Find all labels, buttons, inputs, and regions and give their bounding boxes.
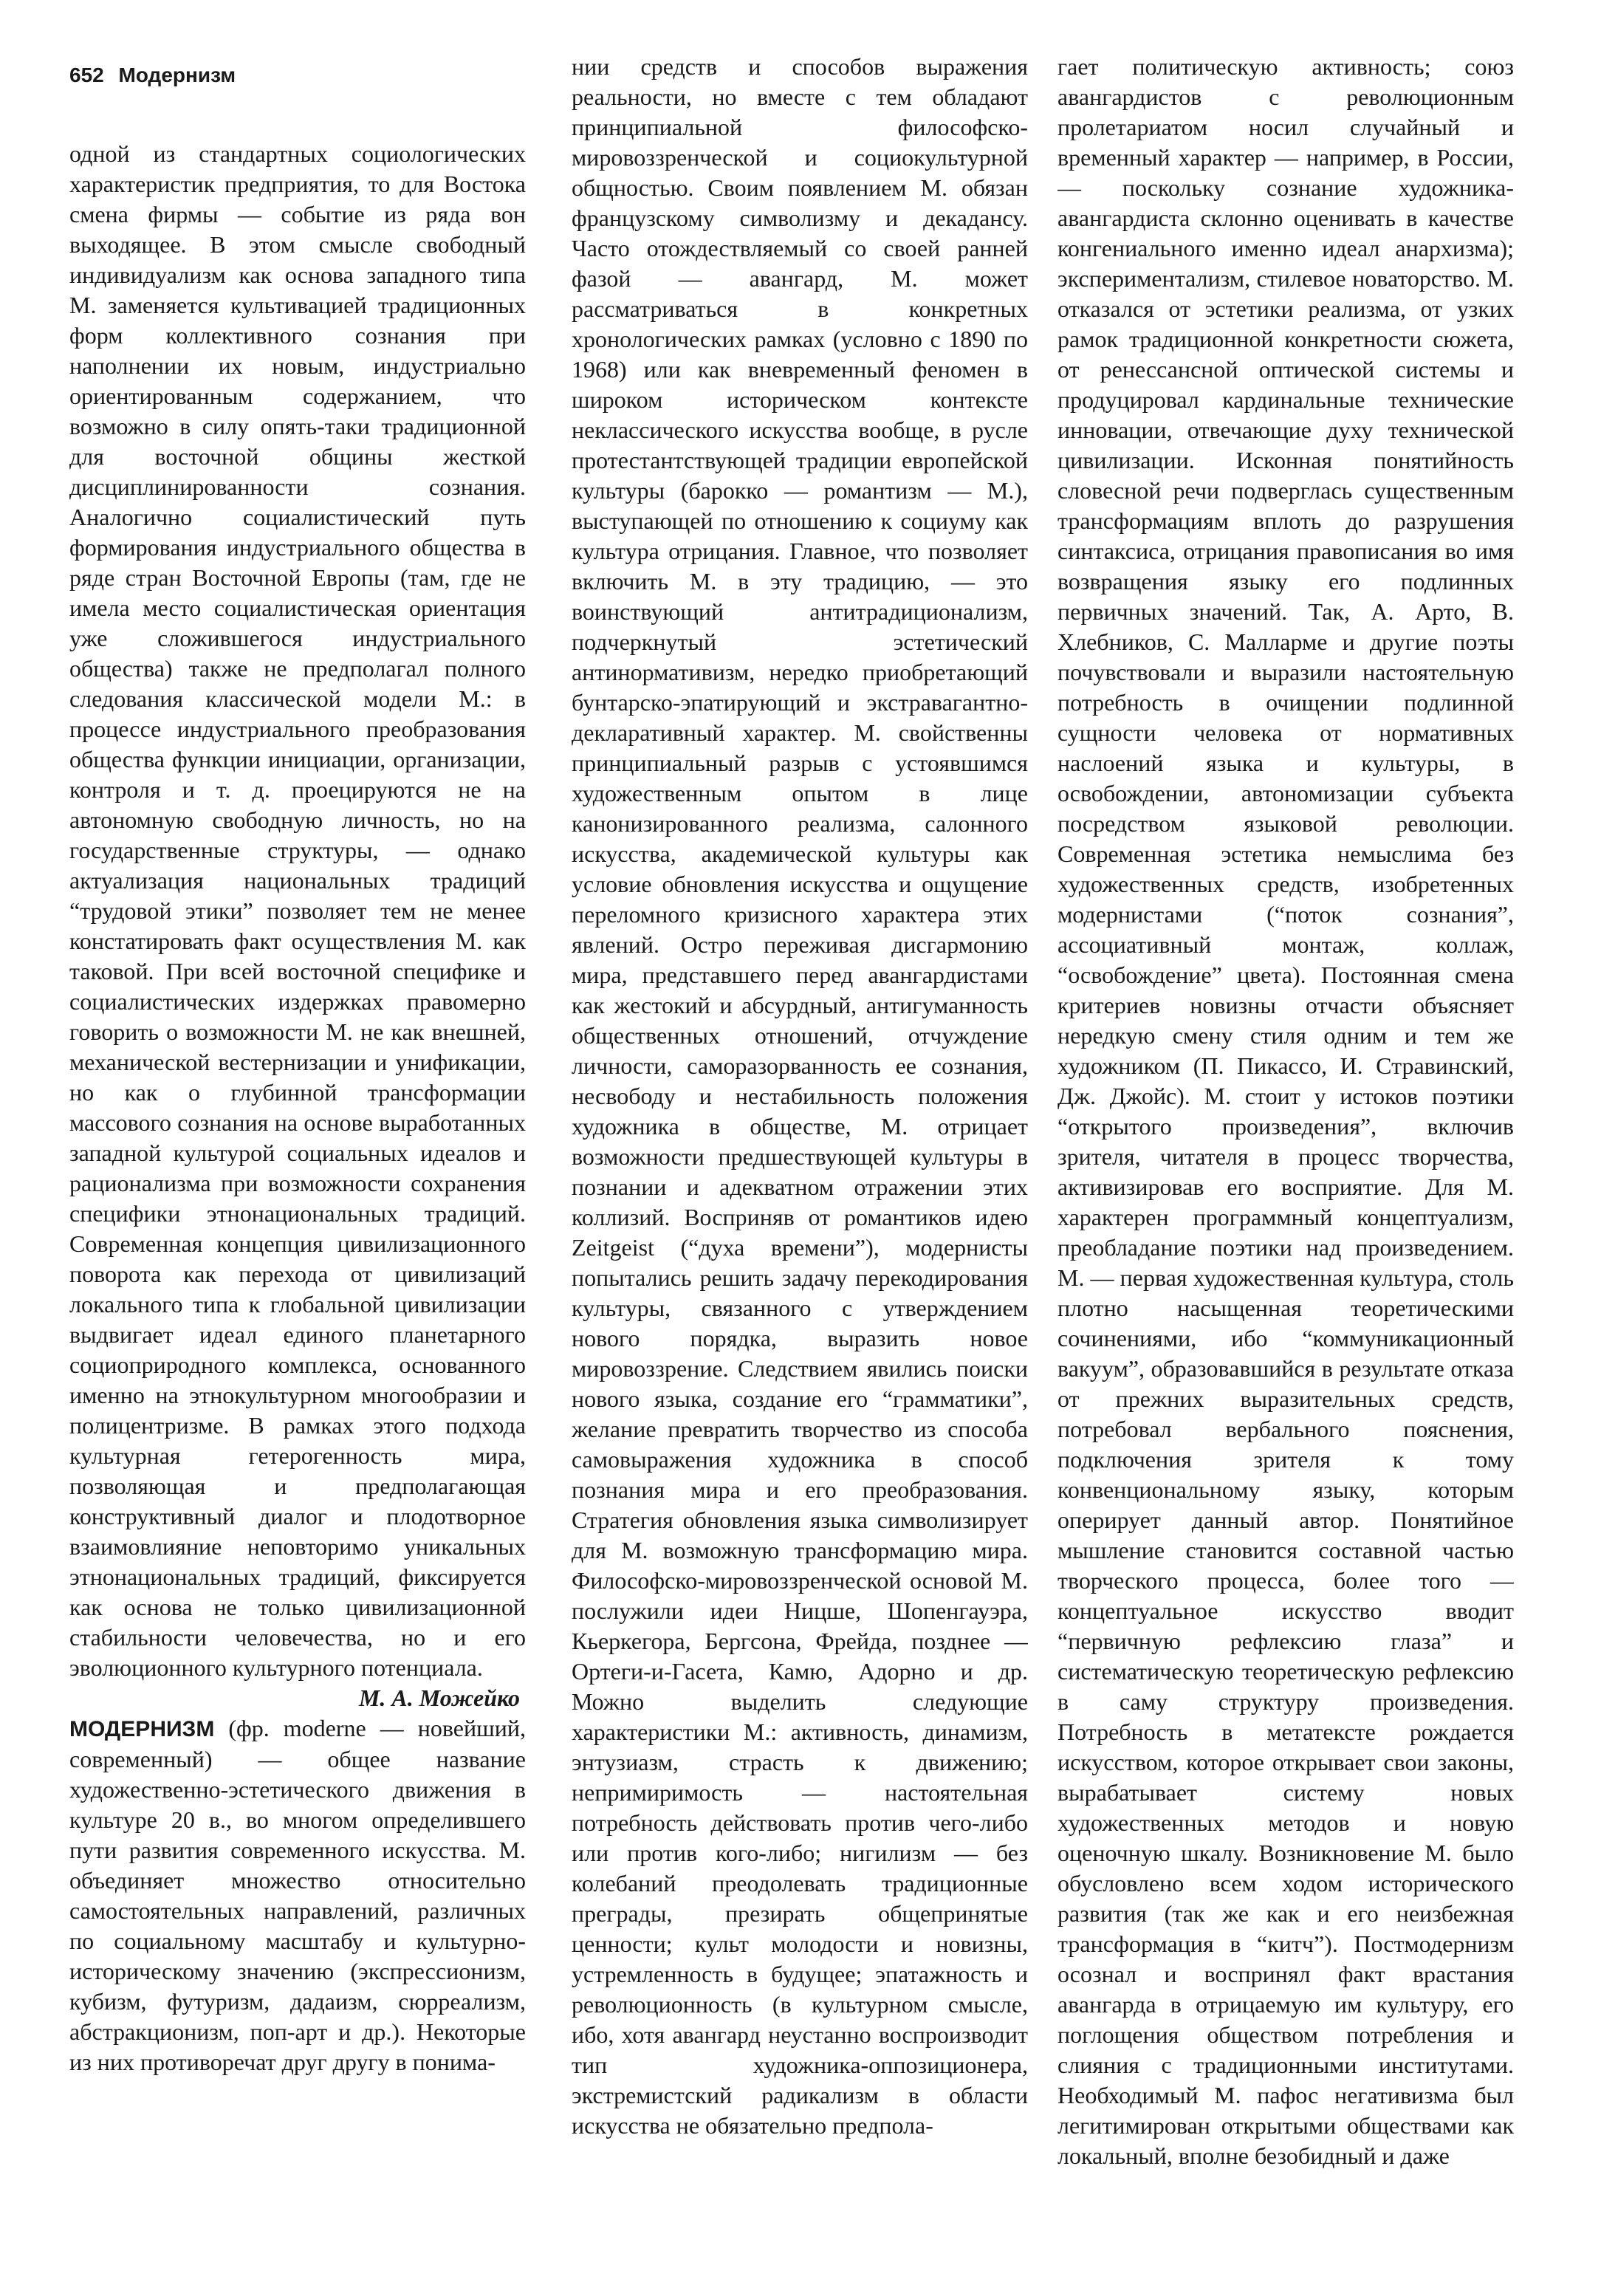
column-3-paragraph: гает политическую активность; союз авангардистов с революционным пролетариатом носил случайный и временный характер — например, в России, — поскольку сознание художника-авангардиста склонно оценивать в качестве конгениального именно идеал анархизма); экспериментализм, стилевое новаторство. М. отказался от эстетики реализма, от узких рамок традиционной конкретности сюжета, от ренессансной оптической системы и продуцировал кардинальные технические инновации, отвечающие духу технической цивилизации. Исконная понятийность словесной речи подверглась существенным трансформациям вплоть до разрушения синтаксиса, отрицания правописания во имя возвращения языку его подлинных первичных значений. Так, А. Арто, В. Хлебников, С. Малларме и другие поэты почувствовали и выразили настоятельную потребность в очищении подлинной сущности человека от нормативных наслоений языка и культуры, в освобождении, автономизации субъекта посредством языковой революции. Современная эстетика немыслима без художественных средств, изобретенных модернистами (“поток сознания”, ассоциативный монтаж, коллаж, “освобождение” цвета). Постоянная смена критериев новизны отчасти объясняет нередкую смену стиля одним и тем же художником (П. Пикассо, И. Стравинский, Дж. Джойс). М. стоит у истоков поэтики “открытого произведения”, включив зрителя, читателя в процесс творчества, активизировав его восприятие. Для М. характерен программный концептуализм, преобладание поэтики над произведением. М. — первая художественная культура, столь плотно насыщенная теоретическими сочинениями, ибо “коммуникационный вакуум”, образовавшийся в результате отказа от прежних выразительных средств, потребовал вербального пояснения, подключения зрителя к тому конвенциональному языку, которым оперирует данный автор. Понятийное мышление становится составной частью творческого процесса, более того — концептуальное искусство вводит “первичную рефлексию глаза” и систематическую теоретическую рефлексию в саму структуру произведения. Потребность в метатексте рождается искусством, которое открывает свои законы, вырабатывает систему новых художественных методов и новую оценочную шкалу. Возникновение М. было обусловлено всем ходом исторического развития (так же как и его неизбежная трансформация в “китч”). Постмодернизм осознал и воспринял факт врастания авангарда в отрицаемую им культуру, его поглощения обществом потребления и слияния с традиционными институтами. Необходимый М. пафос негативизма был легитимирован открытыми обществами как локальный, вполне безобидный и даже xyxy=(1057,53,1514,2169)
text-column-3 xyxy=(1057,52,1514,2260)
column-2-paragraph: нии средств и способов выражения реальности, но вместе с тем обладают принципиальной философско-мировоззренческой и социокультурной общностью. Своим появлением М. обязан французскому символизму и декадансу. Часто отождествляемый со своей ранней фазой — авангард, М. может рассматриваться в конкретных хронологических рамках (условно с 1890 по 1968) или как вневременный феномен в широком историческом контексте неклассического искусства вообще, в русле протестантствующей традиции европейской культуры (барокко — романтизм — М.), выступающей по отношению к социуму как культура отрицания. Главное, что позволяет включить М. в эту традицию, — это воинствующий антитрадиционализм, подчеркнутый эстетический антинормативизм, нередко приобретающий бунтарско-эпатирующий и экстравагантно-декларативный характер. М. свойственны принципиальный разрыв с устоявшимся художественным опытом в лице канонизированного реализма, салонного искусства, академической культуры как условие обновления искусства и ощущение переломного кризисного характера этих явлений. Остро переживая дисгармонию мира, представшего перед авангардистами как жестокий и абсурдный, антигуманность общественных отношений, отчуждение личности, саморазорванность ее сознания, несвободу и нестабильность положения художника в обществе, М. отрицает возможности предшествующей культуры в познании и адекватном отражении этих коллизий. Восприняв от романтиков идею Zeitgeist (“духа времени”), модернисты попытались решить задачу перекодирования культуры, связанного с утверждением нового порядка, выразить новое мировоззрение. Следствием явились поиски нового языка, создание его “грамматики”, желание превратить творчество из способа самовыражения художника в способ познания мира и его преобразования. Стратегия обновления языка символизирует для М. возможную трансформацию мира. Философско-мировоззренческой основой М. послужили идеи Ницше, Шопенгауэра, Кьеркегора, Бергсона, Фрейда, позднее — Ортеги-и-Гасета, Камю, Адорно и др. Можно выделить следующие характеристики М.: активность, динамизм, энтузиазм, страсть к движению; непримиримость — настоятельная потребность действовать против чего-либо или против кого-либо; нигилизм — без колебаний преодолевать традиционные преграды, презирать общепринятые ценности; культ молодости и новизны, устремленность в будущее; эпатажность и революционность (в культурном смысле, ибо, хотя авангард неустанно воспроизводит тип художника-оппозиционера, экстремистский радикализм в области искусства не обязательно предпола- xyxy=(572,53,1028,2139)
running-header xyxy=(69,53,512,97)
entry-term: МОДЕРНИЗМ xyxy=(69,1717,215,1741)
page-number: 652 xyxy=(69,64,104,86)
author-signature: М. А. Можейко xyxy=(358,1685,520,1711)
text-column-2 xyxy=(572,52,1028,2260)
text-column-1 xyxy=(69,139,526,2258)
running-title: Модернизм xyxy=(118,64,236,86)
entry-definition: (фр. moderne — новейший, современный) — общее название художественно-эстетического движения в культуре 20 в., во многом определившего пути развития современного искусства. М. объединяет множество относительно самостоятельных направлений, различных по социальному масштабу и культурно-историческому значению (экспрессионизм, кубизм, футуризм, дадаизм, сюрреализм, абстракционизм, поп-арт и др.). Некоторые из них противоречат друг другу в понима- xyxy=(69,1715,526,2075)
column-1-paragraph: одной из стандартных социологических характеристик предприятия, то для Востока смена фирмы — событие из ряда вон выходящее. В этом смысле свободный индивидуализм как основа западного типа М. заменяется культивацией традиционных форм коллективного сознания при наполнении их новым, индустриально ориентированным содержанием, что возможно в силу опять-таки традиционной для восточной общины жесткой дисциплинированности сознания. Аналогично социалистический путь формирования индустриального общества в ряде стран Восточной Европы (там, где не имела место социалистическая ориентация уже сложившегося индустриального общества) также не предполагал полного следования классической модели М.: в процессе индустриального преобразования общества функции инициации, организации, контроля и т. д. проецируются не на автономную свободную личность, но на государственные структуры, — однако актуализация национальных традиций “трудовой этики” позволяет тем не менее констатировать факт осуществления М. как таковой. При всей восточной специфике и социалистических издержках правомерно говорить о возможности М. не как внешней, механической вестернизации и унификации, но как о глубинной трансформации массового сознания на основе выработанных западной культурой социальных идеалов и рационализма при возможности сохранения специфики этнонациональных традиций. Современная концепция цивилизационного поворота как перехода от цивилизаций локального типа к глобальной цивилизации выдвигает идеал единого планетарного социоприродного комплекса, основанного именно на этнокультурном многообразии и полицентризме. В рамках этого подхода культурная гетерогенность мира, позволяющая и предполагающая конструктивный диалог и плодотворное взаимовлияние неповторимо уникальных этнонациональных традиций, фиксируется как основа не только цивилизационной стабильности человечества, но и его эволюционного культурного потенциала. xyxy=(69,140,526,1681)
dictionary-entry xyxy=(69,1713,526,2077)
